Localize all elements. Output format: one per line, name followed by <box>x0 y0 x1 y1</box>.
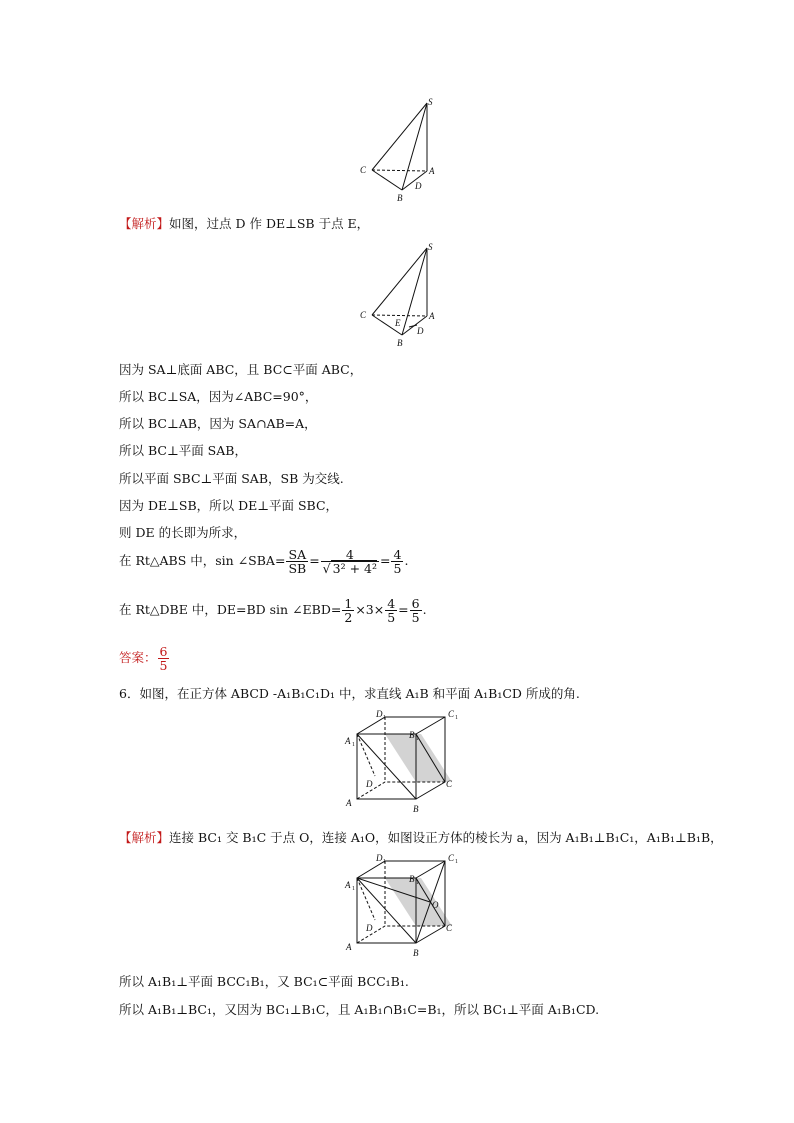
label-d1: D <box>376 853 383 863</box>
label-a: A <box>346 798 352 808</box>
label-s: S <box>428 242 433 252</box>
step-5: 所以平面 SBC⊥平面 SAB，SB 为交线. <box>119 471 344 486</box>
svg-text:1: 1 <box>416 736 419 742</box>
de-equation: 在 Rt△DBE 中，DE=BD sin ∠EBD= $\frac{1}{2}$ ×3× $\frac{4}{5}$ = $\frac{6}{5}$ . <box>119 596 427 625</box>
fraction: $\frac{4}{\text{√ 3² + 4²}}$ <box>322 547 377 576</box>
conclusion-2: 所以 A₁B₁⊥BC₁，又因为 BC₁⊥B₁C，且 A₁B₁∩B₁C=B₁，所以 BC₁⊥平面 A₁B₁CD. <box>119 1002 600 1017</box>
label-c: C <box>446 779 453 789</box>
tetrahedron-figure-2 <box>355 241 445 351</box>
answer-1: 答案： $\frac{6}{5}$ <box>119 644 168 673</box>
label-d: D <box>366 779 373 789</box>
label-c1: C <box>448 709 455 719</box>
label-d: D <box>366 923 373 933</box>
solution-intro-1: 【解析】如图，过点 D 作 DE⊥SB 于点 E， <box>119 216 370 231</box>
step-4: 所以 BC⊥平面 SAB， <box>119 443 247 458</box>
fraction: $\frac{6}{5}$ <box>411 596 420 625</box>
fraction: $\frac{4}{5}$ <box>387 596 396 625</box>
sin-equation: 在 Rt△ABS 中，sin ∠SBA= $\frac{SA}{SB}$ = $\frac{4}{\text{√ 3² + 4²}}$ = $\frac{4}{5}$ . <box>119 547 409 576</box>
answer-fraction: $\frac{6}{5}$ <box>159 644 168 673</box>
tetrahedron-figure-1 <box>355 96 445 206</box>
fraction: $\frac{SA}{SB}$ <box>288 547 307 576</box>
label-d: D <box>415 181 422 191</box>
question-6: 6．如图，在正方体 ABCD -A₁B₁C₁D₁ 中，求直线 A₁B 和平面 A₁B₁CD 所成的角. <box>119 686 580 701</box>
label-b: B <box>413 804 419 814</box>
label-c: C <box>446 923 453 933</box>
label-a: A <box>429 166 435 176</box>
step-3: 所以 BC⊥AB，因为 SA∩AB=A， <box>119 416 317 431</box>
label-d: D <box>417 326 424 336</box>
label-b: B <box>397 193 403 203</box>
label-o: O <box>432 900 439 910</box>
label-e: E <box>395 318 401 328</box>
svg-text:1: 1 <box>383 859 386 865</box>
label-b1: B <box>409 874 415 884</box>
label-b: B <box>413 948 419 958</box>
conclusion-1: 所以 A₁B₁⊥平面 BCC₁B₁，又 BC₁⊂平面 BCC₁B₁. <box>119 974 409 989</box>
cube-figure-1 <box>342 708 462 818</box>
svg-text:1: 1 <box>352 886 355 892</box>
label-b1: B <box>409 730 415 740</box>
svg-text:1: 1 <box>383 715 386 721</box>
step-6: 因为 DE⊥SB，所以 DE⊥平面 SBC， <box>119 498 339 513</box>
label-a1: A <box>345 736 351 746</box>
step-1: 因为 SA⊥底面 ABC，且 BC⊂平面 ABC， <box>119 362 363 377</box>
svg-text:1: 1 <box>455 859 458 865</box>
step-7: 则 DE 的长即为所求， <box>119 525 247 540</box>
label-b: B <box>397 338 403 348</box>
svg-text:1: 1 <box>416 880 419 886</box>
fraction: $\frac{4}{5}$ <box>393 547 402 576</box>
label-a1: A <box>345 880 351 890</box>
step-2: 所以 BC⊥SA，因为∠ABC=90°， <box>119 389 318 404</box>
label-a: A <box>429 311 435 321</box>
svg-text:1: 1 <box>352 742 355 748</box>
cube-figure-2 <box>342 852 462 962</box>
solution-intro-2: 【解析】连接 BC₁ 交 B₁C 于点 O，连接 A₁O，如图设正方体的棱长为 a，因为 A₁B₁⊥B₁C₁，A₁B₁⊥B₁B， <box>119 830 723 845</box>
label-c1: C <box>448 853 455 863</box>
svg-text:1: 1 <box>455 715 458 721</box>
label-c: C <box>360 165 367 175</box>
label-c: C <box>360 310 367 320</box>
label-d1: D <box>376 709 383 719</box>
label-a: A <box>346 942 352 952</box>
fraction: $\frac{1}{2}$ <box>344 596 353 625</box>
label-s: S <box>428 97 433 107</box>
